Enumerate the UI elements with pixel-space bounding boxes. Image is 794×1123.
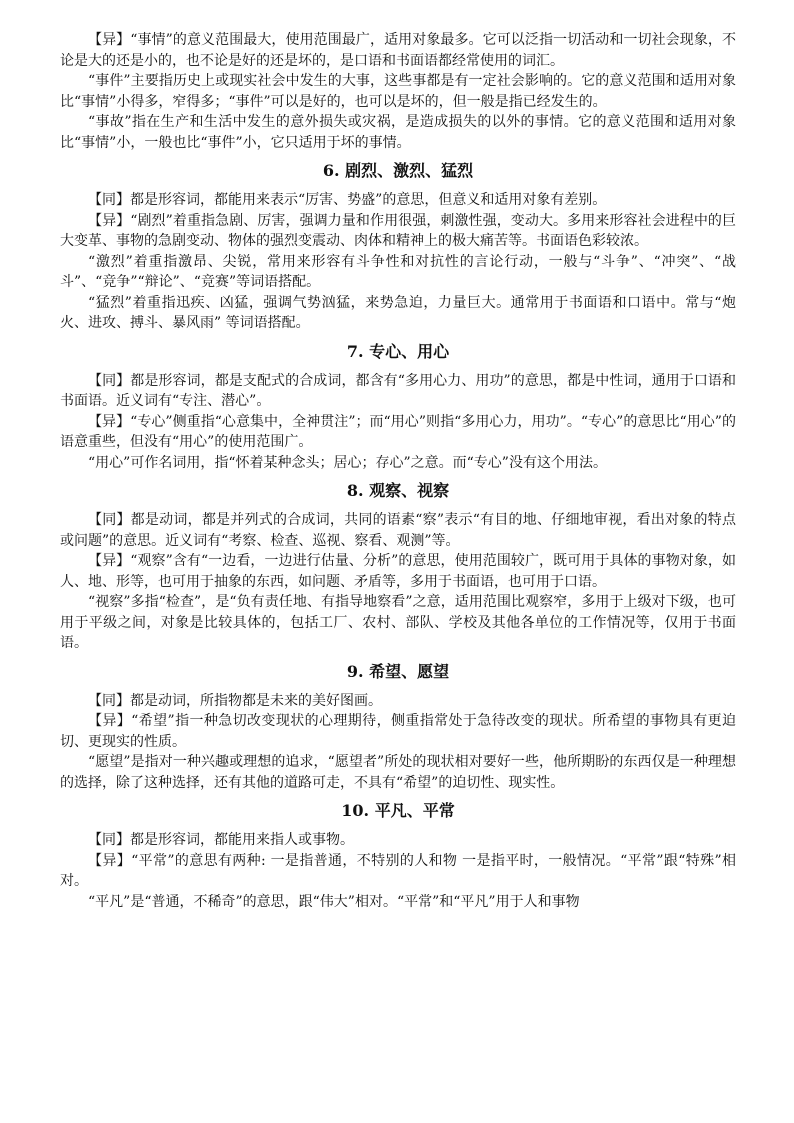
paragraph: “事件”主要指历史上或现实社会中发生的大事，这些事都是有一定社会影响的。它的意义范围和适用对象比“事情”小得多，窄得多；“事件”可以是好的，也可以是坏的，但一般是指已经发生的。 — [60, 73, 736, 110]
paragraph: 【异】“希望”指一种急切改变现状的心理期待，侧重指常处于急待改变的现状。所希望的事物具有更迫切、更现实的性质。 — [60, 713, 736, 750]
section-heading: 9. 希望、愿望 — [346, 661, 450, 681]
section-heading: 7. 专心、用心 — [346, 341, 450, 361]
paragraph: 【异】“观察”含有“一边看，一边进行估量、分析”的意思，使用范围较广，既可用于具体的事物对象，如人、地、形等，也可用于抽象的东西，如问题、矛盾等，多用于书面语，也可用于口语。 — [60, 553, 736, 590]
paragraph: “视察”多指“检查”，是“负有责任地、有指导地察看”之意，适用范围比观察窄，多用于上级对下级，也可用于平级之间，对象是比较具体的，包括工厂、农村、部队、学校及其他各单位的工作情况等，仅用于书面语。 — [60, 594, 736, 651]
document-page — [60, 30, 736, 912]
paragraph: “愿望”是指对一种兴趣或理想的追求，“愿望者”所处的现状相对要好一些，他所期盼的东西仅是一种理想的选择，除了这种选择，还有其他的道路可走，不具有“希望”的迫切性、现实性。 — [60, 754, 736, 791]
paragraph: “平凡”是“普通，不稀奇”的意思，跟“伟大”相对。“平常”和“平凡”用于人和事物 — [88, 893, 580, 910]
paragraph: 【同】都是动词，都是并列式的合成词，共同的语素“察”表示“有目的地、仔细地审视，看出对象的特点或问题”的意思。近义词有“考察、检查、巡视、察看、观测”等。 — [60, 512, 736, 549]
paragraph: 【同】都是形容词，都能用来表示“厉害、势盛”的意思，但意义和适用对象有差别。 — [88, 192, 607, 208]
paragraph: 【异】“剧烈”着重指急剧、厉害，强调力量和作用很强，刺激性强，变动大。多用来形容社会进程中的巨大变革、事物的急剧变动、物体的强烈变震动、肉体和精神上的极大痛苦等。书面语色彩较浓。 — [60, 212, 736, 249]
paragraph: 【同】都是动词，所指物都是未来的美好图画。 — [88, 692, 382, 709]
paragraph: “激烈”着重指激昂、尖锐，常用来形容有斗争性和对抗性的言论行动，一般与“斗争”、“冲突”、“战斗”、“竞争”“辩论”、“竞赛”等词语搭配。 — [60, 253, 736, 290]
paragraph: 【异】“事情”的意义范围最大，使用范围最广，适用对象最多。它可以泛指一切活动和一切社会现象，不论是大的还是小的，也不论是好的还是坏的，是口语和书面语都经常使用的词汇。 — [60, 32, 736, 69]
paragraph: 【异】“专心”侧重指“心意集中，全神贯注”；而“用心”则指“多用心力，用功”。“专心”的意思比“用心”的语意重些，但没有“用心”的使用范围广。 — [60, 413, 736, 450]
paragraph: “用心”可作名词用，指“怀着某种念头；居心；存心”之意。而“专心”没有这个用法。 — [88, 454, 607, 471]
paragraph: 【同】都是形容词，都能用来指人或事物。 — [88, 832, 354, 848]
paragraph: 【异】“平常”的意思有两种: 一是指普通，不特别的人和物 一是指平时，一般情况。“平常”跟“特殊”相对。 — [60, 852, 736, 889]
paragraph: 【同】都是形容词，都是支配式的合成词，都含有“多用心力、用功”的意思，都是中性词，通用于口语和书面语。近义词有“专注、潜心”。 — [60, 372, 736, 409]
section-heading: 10. 平凡、平常 — [341, 801, 455, 820]
section-heading: 8. 观察、视察 — [346, 481, 450, 500]
paragraph: “事故”指在生产和生活中发生的意外损失或灾祸，是造成损失的以外的事情。它的意义范围和适用对象比“事情”小，一般也比“事件”小，它只适用于坏的事情。 — [60, 114, 736, 151]
paragraph: “猛烈”着重指迅疾、凶猛，强调气势汹猛，来势急迫，力量巨大。通常用于书面语和口语中。常与“炮火、进攻、搏斗、暴风雨” 等词语搭配。 — [60, 294, 736, 331]
section-heading: 6. 剧烈、激烈、猛烈 — [322, 161, 474, 180]
